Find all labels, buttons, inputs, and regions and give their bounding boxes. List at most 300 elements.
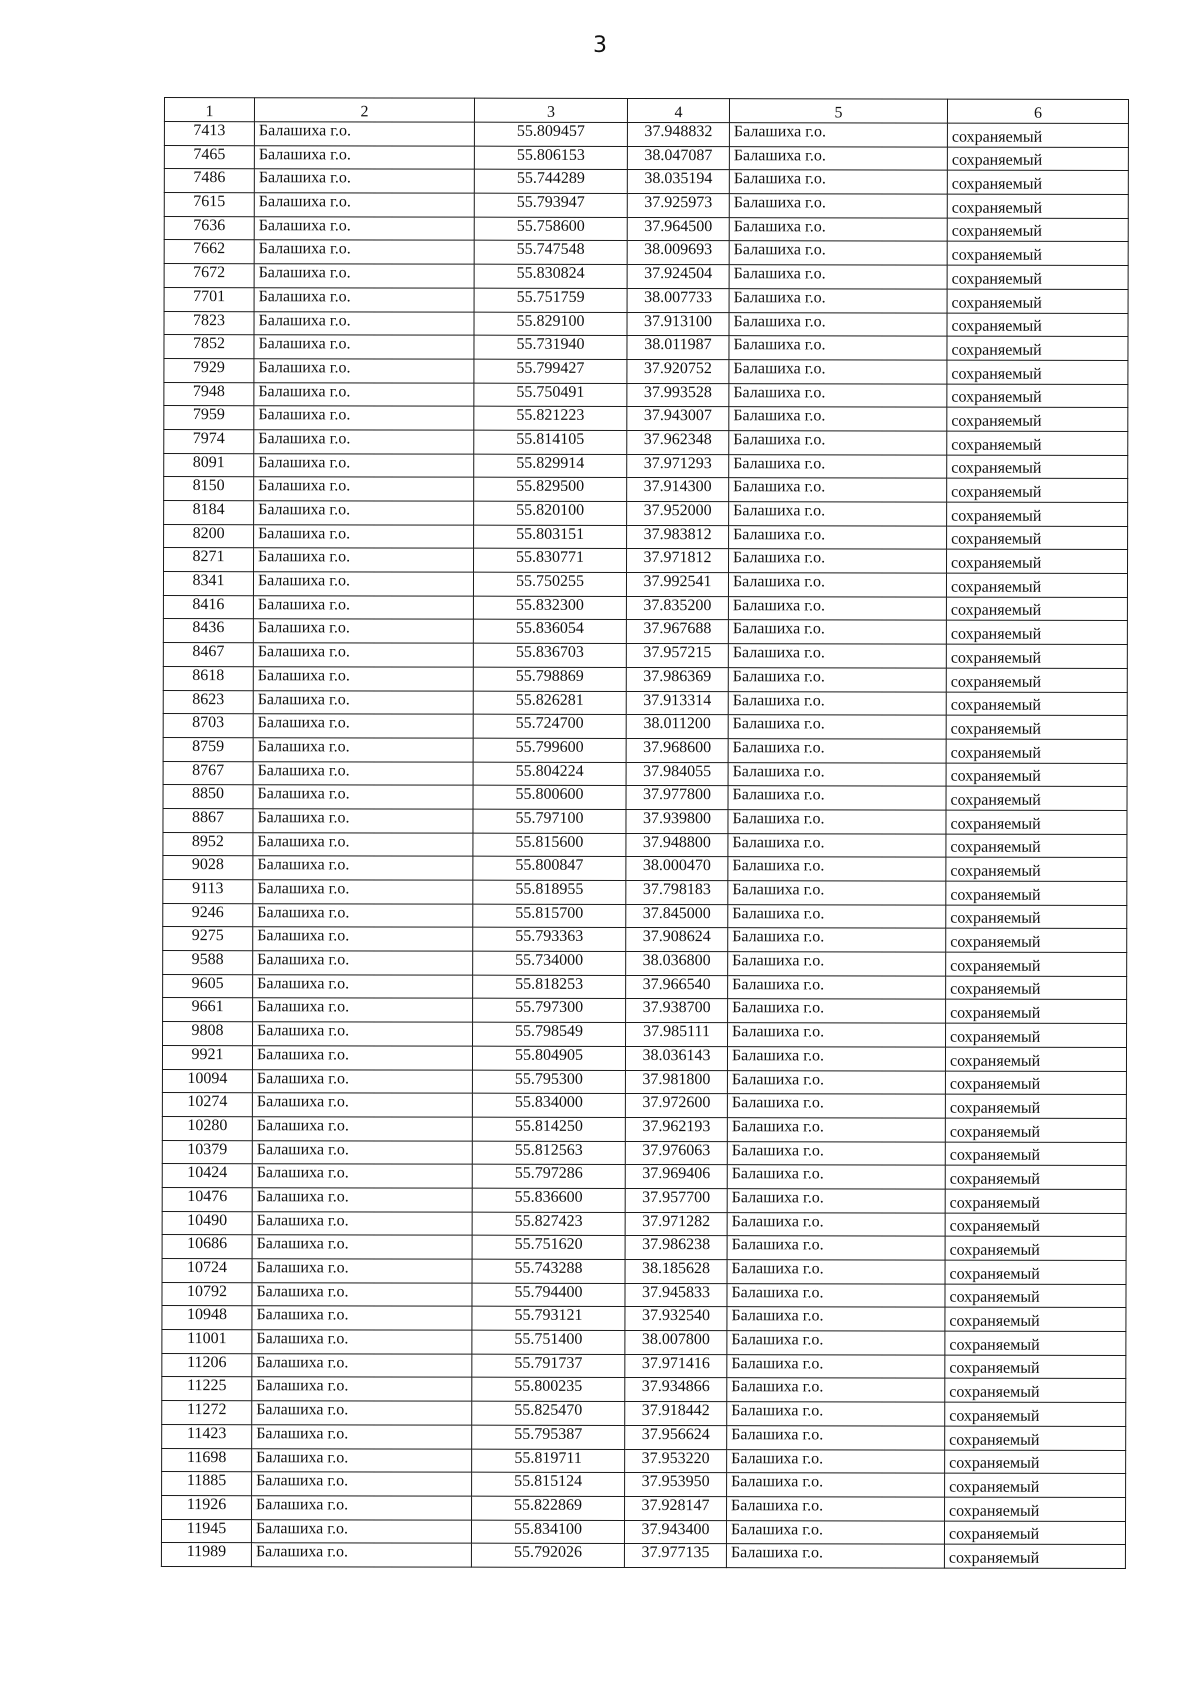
cell-longitude: 37.939800 — [626, 809, 728, 833]
cell-number: 11989 — [161, 1543, 251, 1567]
cell-location: Балашиха г.о. — [729, 312, 947, 336]
column-header-4: 4 — [627, 98, 729, 122]
cell-municipality: Балашиха г.о. — [253, 738, 473, 762]
table-row — [162, 1424, 1126, 1450]
column-header-5: 5 — [729, 99, 947, 123]
cell-latitude: 55.830771 — [474, 549, 627, 573]
column-header-3: 3 — [474, 98, 627, 122]
cell-municipality: Балашиха г.о. — [253, 785, 473, 809]
cell-latitude: 55.800847 — [473, 856, 626, 880]
cell-latitude: 55.750255 — [473, 572, 626, 596]
cell-status: сохраняемый — [946, 905, 1127, 929]
cell-longitude: 37.972600 — [625, 1094, 727, 1118]
cell-longitude: 38.007800 — [625, 1331, 727, 1355]
cell-status: сохраняемый — [945, 1402, 1126, 1426]
cell-location: Балашиха г.о. — [728, 833, 946, 857]
cell-location: Балашиха г.о. — [728, 1023, 946, 1047]
cell-longitude: 38.000470 — [626, 857, 728, 881]
cell-location: Балашиха г.о. — [727, 1497, 945, 1521]
cell-status: сохраняемый — [946, 597, 1127, 621]
cell-longitude: 37.918442 — [625, 1402, 727, 1426]
cell-location: Балашиха г.о. — [727, 1212, 945, 1236]
cell-location: Балашиха г.о. — [728, 881, 946, 905]
cell-latitude: 55.804224 — [473, 762, 626, 786]
cell-status: сохраняемый — [945, 1355, 1126, 1379]
cell-location: Балашиха г.о. — [728, 975, 946, 999]
cell-longitude: 37.953220 — [625, 1449, 727, 1473]
cell-municipality: Балашиха г.о. — [253, 809, 473, 833]
cell-municipality: Балашиха г.о. — [254, 501, 474, 525]
cell-number: 7701 — [164, 287, 254, 311]
cell-municipality: Балашиха г.о. — [253, 998, 473, 1022]
table-row — [164, 548, 1128, 574]
cell-number: 9921 — [162, 1045, 252, 1069]
table-row — [162, 1495, 1126, 1521]
cell-municipality: Балашиха г.о. — [252, 1140, 472, 1164]
cell-latitude: 55.793363 — [473, 928, 626, 952]
table-row — [163, 927, 1127, 953]
cell-number: 11423 — [162, 1424, 252, 1448]
cell-status: сохраняемый — [946, 668, 1127, 692]
cell-longitude: 37.948800 — [626, 833, 728, 857]
cell-municipality: Балашиха г.о. — [252, 1211, 472, 1235]
cell-number: 7486 — [164, 169, 254, 193]
cell-longitude: 37.943007 — [627, 407, 729, 431]
cell-longitude: 37.964500 — [627, 217, 729, 241]
cell-municipality: Балашиха г.о. — [252, 1306, 472, 1330]
cell-number: 7636 — [164, 216, 254, 240]
cell-municipality: Балашиха г.о. — [252, 1235, 472, 1259]
table-row — [162, 1258, 1126, 1284]
table-row — [164, 193, 1128, 219]
table-row — [164, 501, 1128, 527]
cell-location: Балашиха г.о. — [727, 1449, 945, 1473]
cell-location: Балашиха г.о. — [726, 1520, 944, 1544]
cell-number: 10792 — [162, 1282, 252, 1306]
cell-status: сохраняемый — [947, 336, 1128, 360]
cell-municipality: Балашиха г.о. — [253, 927, 473, 951]
table-row — [162, 1235, 1126, 1261]
cell-number: 10724 — [162, 1258, 252, 1282]
cell-location: Балашиха г.о. — [728, 999, 946, 1023]
table-row — [162, 1187, 1126, 1213]
cell-longitude: 37.985111 — [626, 1023, 728, 1047]
cell-number: 10379 — [162, 1140, 252, 1164]
cell-municipality: Балашиха г.о. — [252, 1093, 472, 1117]
cell-longitude: 37.969406 — [625, 1165, 727, 1189]
cell-longitude: 38.007733 — [627, 288, 729, 312]
cell-latitude: 55.829914 — [474, 454, 627, 478]
cell-municipality: Балашиха г.о. — [253, 619, 473, 643]
cell-municipality: Балашиха г.о. — [253, 880, 473, 904]
cell-municipality: Балашиха г.о. — [254, 216, 474, 240]
cell-latitude: 55.800235 — [472, 1378, 625, 1402]
cell-latitude: 55.818253 — [473, 975, 626, 999]
cell-number: 7823 — [164, 311, 254, 335]
cell-latitude: 55.834000 — [472, 1093, 625, 1117]
cell-latitude: 55.834100 — [471, 1520, 624, 1544]
cell-longitude: 37.983812 — [627, 525, 729, 549]
cell-status: сохраняемый — [947, 526, 1128, 550]
table-row — [164, 358, 1128, 384]
cell-longitude: 37.953950 — [625, 1473, 727, 1497]
table-row — [163, 595, 1127, 621]
cell-location: Балашиха г.о. — [729, 549, 947, 573]
cell-number: 8091 — [164, 453, 254, 477]
cell-number: 9808 — [163, 1022, 253, 1046]
cell-longitude: 37.962193 — [625, 1117, 727, 1141]
cell-municipality: Балашиха г.о. — [253, 856, 473, 880]
table-row — [162, 1472, 1126, 1498]
cell-location: Балашиха г.о. — [727, 1378, 945, 1402]
cell-number: 11926 — [162, 1495, 252, 1519]
cell-latitude: 55.747548 — [474, 241, 627, 265]
cell-municipality: Балашиха г.о. — [253, 903, 473, 927]
cell-number: 9246 — [163, 903, 253, 927]
cell-municipality: Балашиха г.о. — [252, 1117, 472, 1141]
table-row — [163, 903, 1127, 929]
cell-status: сохраняемый — [945, 1236, 1126, 1260]
cell-latitude: 55.836600 — [472, 1188, 625, 1212]
cell-number: 9275 — [163, 927, 253, 951]
cell-latitude: 55.812563 — [472, 1141, 625, 1165]
cell-longitude: 37.962348 — [627, 430, 729, 454]
cell-location: Балашиха г.о. — [729, 170, 947, 194]
cell-number: 8271 — [164, 548, 254, 572]
cell-number: 10094 — [162, 1069, 252, 1093]
cell-number: 9605 — [163, 974, 253, 998]
cell-number: 10490 — [162, 1211, 252, 1235]
cell-latitude: 55.794400 — [472, 1283, 625, 1307]
cell-status: сохраняемый — [947, 147, 1128, 171]
cell-number: 7852 — [164, 335, 254, 359]
cell-status: сохраняемый — [946, 952, 1127, 976]
cell-number: 9113 — [163, 879, 253, 903]
cell-latitude: 55.743288 — [472, 1259, 625, 1283]
cell-longitude: 37.913100 — [627, 312, 729, 336]
cell-number: 8436 — [163, 619, 253, 643]
cell-latitude: 55.806153 — [474, 146, 627, 170]
cell-municipality: Балашиха г.о. — [251, 1519, 471, 1543]
cell-number: 8759 — [163, 737, 253, 761]
cell-number: 11225 — [162, 1377, 252, 1401]
cell-location: Балашиха г.о. — [728, 620, 946, 644]
cell-municipality: Балашиха г.о. — [252, 1188, 472, 1212]
cell-municipality: Балашиха г.о. — [252, 1069, 472, 1093]
cell-location: Балашиха г.о. — [728, 952, 946, 976]
cell-latitude: 55.751620 — [472, 1235, 625, 1259]
cell-longitude: 37.976063 — [625, 1141, 727, 1165]
cell-longitude: 37.945833 — [625, 1283, 727, 1307]
table-row — [163, 619, 1127, 645]
cell-number: 11001 — [162, 1330, 252, 1354]
table-row — [164, 382, 1128, 408]
cell-municipality: Балашиха г.о. — [253, 974, 473, 998]
cell-number: 10686 — [162, 1235, 252, 1259]
cell-latitude: 55.803151 — [474, 525, 627, 549]
cell-status: сохраняемый — [945, 1331, 1126, 1355]
cell-number: 10280 — [162, 1116, 252, 1140]
cell-status: сохраняемый — [945, 1213, 1126, 1237]
cell-latitude: 55.791737 — [472, 1354, 625, 1378]
cell-number: 8952 — [163, 832, 253, 856]
cell-status: сохраняемый — [945, 1142, 1126, 1166]
cell-number: 7615 — [164, 193, 254, 217]
cell-latitude: 55.797286 — [472, 1164, 625, 1188]
cell-municipality: Балашиха г.о. — [252, 1377, 472, 1401]
cell-status: сохраняемый — [945, 1379, 1126, 1403]
cell-status: сохраняемый — [946, 739, 1127, 763]
registry-table-body — [161, 98, 1128, 1569]
cell-latitude: 55.827423 — [472, 1212, 625, 1236]
cell-municipality: Балашиха г.о. — [252, 1282, 472, 1306]
page-number: 3 — [593, 33, 607, 58]
cell-status: сохраняемый — [947, 431, 1128, 455]
cell-latitude: 55.832300 — [473, 596, 626, 620]
cell-municipality: Балашиха г.о. — [254, 122, 474, 146]
cell-municipality: Балашиха г.о. — [253, 1022, 473, 1046]
cell-longitude: 37.984055 — [626, 762, 728, 786]
cell-status: сохраняемый — [945, 1260, 1126, 1284]
cell-municipality: Балашиха г.о. — [253, 714, 473, 738]
cell-latitude: 55.795387 — [472, 1425, 625, 1449]
cell-location: Балашиха г.о. — [728, 596, 946, 620]
cell-location: Балашиха г.о. — [728, 904, 946, 928]
cell-status: сохраняемый — [947, 407, 1128, 431]
cell-latitude: 55.804905 — [472, 1046, 625, 1070]
cell-longitude: 37.993528 — [627, 383, 729, 407]
cell-longitude: 38.036143 — [625, 1046, 727, 1070]
table-row — [162, 1211, 1126, 1237]
cell-municipality: Балашиха г.о. — [253, 572, 473, 596]
cell-latitude: 55.750491 — [474, 383, 627, 407]
cell-status: сохраняемый — [947, 360, 1128, 384]
cell-location: Балашиха г.о. — [729, 194, 947, 218]
cell-longitude: 37.971293 — [627, 454, 729, 478]
cell-latitude: 55.822869 — [472, 1496, 625, 1520]
cell-number: 7974 — [164, 429, 254, 453]
cell-location: Балашиха г.о. — [729, 123, 947, 147]
cell-municipality: Балашиха г.о. — [254, 524, 474, 548]
cell-number: 11272 — [162, 1401, 252, 1425]
cell-location: Балашиха г.о. — [727, 1118, 945, 1142]
cell-latitude: 55.820100 — [474, 501, 627, 525]
cell-status: сохраняемый — [945, 1308, 1126, 1332]
table-row — [163, 666, 1127, 692]
table-row — [163, 951, 1127, 977]
table-row — [162, 1377, 1126, 1403]
cell-number: 8467 — [163, 643, 253, 667]
cell-latitude: 55.751400 — [472, 1330, 625, 1354]
cell-latitude: 55.793121 — [472, 1307, 625, 1331]
cell-status: сохраняемый — [946, 573, 1127, 597]
cell-latitude: 55.836703 — [473, 643, 626, 667]
cell-location: Балашиха г.о. — [728, 786, 946, 810]
cell-number: 8867 — [163, 808, 253, 832]
table-row — [164, 122, 1128, 148]
cell-number: 11698 — [162, 1448, 252, 1472]
cell-latitude: 55.814105 — [474, 430, 627, 454]
cell-latitude: 55.724700 — [473, 714, 626, 738]
cell-longitude: 37.932540 — [625, 1307, 727, 1331]
cell-status: сохраняемый — [946, 1000, 1127, 1024]
cell-status: сохраняемый — [945, 1071, 1126, 1095]
cell-status: сохраняемый — [946, 644, 1127, 668]
table-row — [162, 1069, 1126, 1095]
cell-status: сохраняемый — [945, 1450, 1126, 1474]
cell-longitude: 37.914300 — [627, 478, 729, 502]
cell-status: сохраняемый — [945, 1118, 1126, 1142]
cell-location: Балашиха г.о. — [728, 644, 946, 668]
cell-latitude: 55.815600 — [473, 833, 626, 857]
cell-latitude: 55.758600 — [474, 217, 627, 241]
cell-location: Балашиха г.о. — [729, 502, 947, 526]
cell-status: сохраняемый — [947, 478, 1128, 502]
cell-status: сохраняемый — [947, 123, 1128, 147]
cell-municipality: Балашиха г.о. — [254, 453, 474, 477]
cell-longitude: 38.035194 — [627, 170, 729, 194]
cell-latitude: 55.795300 — [472, 1070, 625, 1094]
cell-municipality: Балашиха г.о. — [254, 288, 474, 312]
cell-municipality: Балашиха г.о. — [254, 477, 474, 501]
column-header-1: 1 — [164, 98, 254, 122]
table-row — [163, 572, 1127, 598]
cell-number: 8850 — [163, 785, 253, 809]
table-row — [164, 264, 1128, 290]
cell-location: Балашиха г.о. — [727, 1354, 945, 1378]
cell-number: 11206 — [162, 1353, 252, 1377]
cell-number: 9661 — [163, 998, 253, 1022]
table-row — [162, 1140, 1126, 1166]
cell-status: сохраняемый — [945, 1473, 1126, 1497]
cell-status: сохраняемый — [945, 1094, 1126, 1118]
cell-status: сохраняемый — [944, 1521, 1125, 1545]
cell-municipality: Балашиха г.о. — [253, 667, 473, 691]
cell-latitude: 55.799427 — [474, 359, 627, 383]
cell-number: 8618 — [163, 666, 253, 690]
cell-location: Балашиха г.о. — [728, 928, 946, 952]
cell-longitude: 37.948832 — [627, 122, 729, 146]
cell-status: сохраняемый — [946, 834, 1127, 858]
cell-location: Балашиха г.о. — [729, 336, 947, 360]
cell-status: сохраняемый — [946, 621, 1127, 645]
table-row — [164, 145, 1128, 171]
cell-status: сохраняемый — [947, 550, 1128, 574]
cell-longitude: 38.047087 — [627, 146, 729, 170]
cell-longitude: 37.977800 — [626, 786, 728, 810]
table-row — [163, 690, 1127, 716]
cell-municipality: Балашиха г.о. — [252, 1448, 472, 1472]
cell-municipality: Балашиха г.о. — [254, 145, 474, 169]
cell-status: сохраняемый — [947, 289, 1128, 313]
cell-status: сохраняемый — [946, 763, 1127, 787]
cell-latitude: 55.836054 — [473, 620, 626, 644]
cell-number: 9588 — [163, 951, 253, 975]
table-row — [163, 879, 1127, 905]
cell-location: Балашиха г.о. — [729, 383, 947, 407]
cell-latitude: 55.814250 — [472, 1117, 625, 1141]
table-row — [163, 856, 1127, 882]
cell-number: 7672 — [164, 264, 254, 288]
cell-location: Балашиха г.о. — [729, 288, 947, 312]
table-row — [163, 643, 1127, 669]
table-row — [164, 335, 1128, 361]
cell-location: Балашиха г.о. — [727, 1331, 945, 1355]
cell-latitude: 55.798549 — [473, 1022, 626, 1046]
cell-number: 8623 — [163, 690, 253, 714]
cell-location: Балашиха г.о. — [727, 1283, 945, 1307]
cell-location: Балашиха г.о. — [727, 1046, 945, 1070]
cell-location: Балашиха г.о. — [729, 360, 947, 384]
cell-municipality: Балашиха г.о. — [254, 169, 474, 193]
cell-longitude: 37.845000 — [626, 904, 728, 928]
cell-number: 7948 — [164, 382, 254, 406]
cell-status: сохраняемый — [947, 265, 1128, 289]
cell-location: Балашиха г.о. — [727, 1070, 945, 1094]
cell-longitude: 37.925973 — [627, 194, 729, 218]
table-row — [163, 974, 1127, 1000]
cell-location: Балашиха г.о. — [728, 573, 946, 597]
cell-status: сохраняемый — [946, 715, 1127, 739]
cell-municipality: Балашиха г.о. — [254, 548, 474, 572]
cell-longitude: 37.956624 — [625, 1425, 727, 1449]
cell-number: 8184 — [164, 501, 254, 525]
cell-location: Балашиха г.о. — [728, 762, 946, 786]
cell-latitude: 55.734000 — [473, 951, 626, 975]
table-row — [162, 1282, 1126, 1308]
cell-longitude: 38.011200 — [626, 715, 728, 739]
cell-number: 10274 — [162, 1093, 252, 1117]
cell-location: Балашиха г.о. — [727, 1307, 945, 1331]
cell-status: сохраняемый — [945, 1426, 1126, 1450]
cell-municipality: Балашиха г.о. — [253, 761, 473, 785]
cell-municipality: Балашиха г.о. — [252, 1401, 472, 1425]
cell-longitude: 37.992541 — [626, 573, 728, 597]
cell-municipality: Балашиха г.о. — [254, 335, 474, 359]
cell-latitude: 55.815124 — [472, 1472, 625, 1496]
cell-number: 10476 — [162, 1187, 252, 1211]
table-row — [163, 832, 1127, 858]
cell-latitude: 55.829500 — [474, 477, 627, 501]
cell-municipality: Балашиха г.о. — [252, 1424, 472, 1448]
cell-number: 8767 — [163, 761, 253, 785]
cell-longitude: 37.913314 — [626, 691, 728, 715]
cell-longitude: 37.968600 — [626, 738, 728, 762]
table-row — [164, 216, 1128, 242]
cell-location: Балашиха г.о. — [727, 1473, 945, 1497]
cell-longitude: 37.908624 — [626, 928, 728, 952]
table-row — [163, 1022, 1127, 1048]
cell-number: 9028 — [163, 856, 253, 880]
cell-municipality: Балашиха г.о. — [253, 832, 473, 856]
table-row — [164, 169, 1128, 195]
cell-latitude: 55.818955 — [473, 880, 626, 904]
cell-longitude: 38.185628 — [625, 1259, 727, 1283]
table-row — [162, 1306, 1126, 1332]
cell-number: 8150 — [164, 477, 254, 501]
table-row — [164, 240, 1128, 266]
cell-status: сохраняемый — [947, 242, 1128, 266]
cell-location: Балашиха г.о. — [728, 691, 946, 715]
cell-status: сохраняемый — [946, 929, 1127, 953]
cell-status: сохраняемый — [945, 1284, 1126, 1308]
cell-location: Балашиха г.о. — [727, 1260, 945, 1284]
cell-longitude: 38.011987 — [627, 336, 729, 360]
cell-latitude: 55.830824 — [474, 264, 627, 288]
table-row — [164, 287, 1128, 313]
cell-municipality: Балашиха г.о. — [254, 311, 474, 335]
cell-location: Балашиха г.о. — [727, 1141, 945, 1165]
